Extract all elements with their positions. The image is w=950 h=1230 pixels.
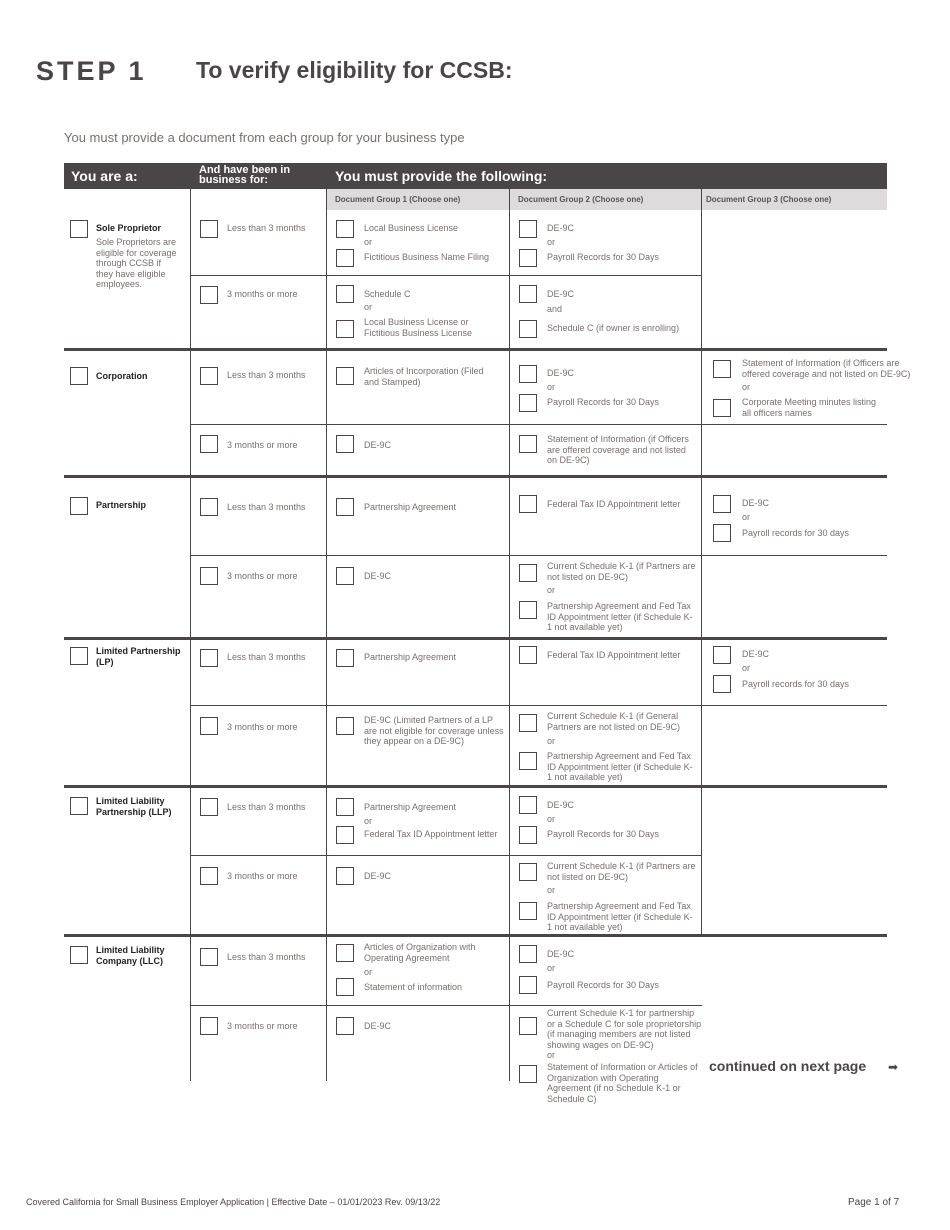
row-divider <box>190 1005 702 1006</box>
sole-local-or-fict-checkbox[interactable] <box>336 320 354 338</box>
doc-label: DE-9C <box>547 289 575 299</box>
lp-payroll-checkbox[interactable] <box>713 675 731 693</box>
col-header-business-for: And have been in business for: <box>199 164 291 186</box>
llc-ge3-checkbox[interactable] <box>200 1017 218 1035</box>
row-divider <box>190 275 702 276</box>
doc-label: DE-9C <box>547 368 575 378</box>
doc-label: Articles of Incorporation (Filed and Stamped) <box>364 366 484 387</box>
corp-articles-checkbox[interactable] <box>336 367 354 385</box>
llp-fedtax-checkbox[interactable] <box>336 826 354 844</box>
sole-proprietor-desc: Sole Proprietors are eligible for coverage through CCSB if they have eligible employees. <box>96 237 177 289</box>
column-divider <box>190 163 191 1081</box>
or-label: or <box>547 1050 556 1060</box>
partnership-agreement-checkbox[interactable] <box>336 498 354 516</box>
doc-label: Payroll Records for 30 Days <box>547 397 660 407</box>
sole-lt3-checkbox[interactable] <box>200 220 218 238</box>
partnership-pa-fedtax-checkbox[interactable] <box>519 601 537 619</box>
doc-label: DE-9C <box>364 440 392 450</box>
doc-label: DE-9C <box>547 949 575 959</box>
partnership-k1-checkbox[interactable] <box>519 564 537 582</box>
lp-label: Limited Partnership (LP) <box>96 646 181 667</box>
group1-header: Document Group 1 (Choose one) <box>335 195 461 204</box>
sole-payroll-checkbox[interactable] <box>519 249 537 267</box>
corp-ge3-checkbox[interactable] <box>200 435 218 453</box>
llc-articles-checkbox[interactable] <box>336 944 354 962</box>
doc-label: Statement of Information or Articles of Organization with Operating Agreement (if no Schedule K-1 or Schedule C) <box>547 1062 698 1104</box>
llp-label: Limited Liability Partnership (LLP) <box>96 796 172 817</box>
doc-label: Current Schedule K-1 for partnership or a Schedule C for sole proprietorship (if managing members are not listed showing wages on DE-9C) <box>547 1008 702 1050</box>
or-label: or <box>547 736 556 746</box>
section-divider <box>64 785 887 788</box>
corp-soi-checkbox[interactable] <box>713 360 731 378</box>
sole-local-license-checkbox[interactable] <box>336 220 354 238</box>
duration-label: Less than 3 months <box>227 652 306 662</box>
llp-ge3-checkbox[interactable] <box>200 867 218 885</box>
corp-ge3-soi-checkbox[interactable] <box>519 435 537 453</box>
section-divider <box>64 475 887 478</box>
llc-k1-checkbox[interactable] <box>519 1017 537 1035</box>
lp-de9c-note-checkbox[interactable] <box>336 717 354 735</box>
doc-label: DE-9C <box>742 498 770 508</box>
llp-de9c-checkbox[interactable] <box>519 796 537 814</box>
row-divider <box>190 424 887 425</box>
doc-label: Current Schedule K-1 (if Partners are not listed on DE-9C) <box>547 561 696 582</box>
lp-ge3-checkbox[interactable] <box>200 717 218 735</box>
doc-label: Partnership Agreement and Fed Tax ID Appointment letter (if Schedule K-1 not available yet) <box>547 901 693 932</box>
llc-de9c-checkbox[interactable] <box>519 945 537 963</box>
row-divider <box>190 555 887 556</box>
doc-label: Statement of Information (if Officers are offered coverage and not listed on DE-9C) <box>742 358 911 379</box>
partnership-checkbox[interactable] <box>70 497 88 515</box>
partnership-label: Partnership <box>96 500 147 510</box>
llp-k1-checkbox[interactable] <box>519 863 537 881</box>
or-label: or <box>742 663 751 673</box>
doc-label: DE-9C <box>742 649 770 659</box>
llp-payroll-checkbox[interactable] <box>519 826 537 844</box>
doc-label: Payroll records for 30 days <box>742 528 850 538</box>
or-label: or <box>547 885 556 895</box>
column-divider <box>701 189 702 936</box>
doc-label: DE-9C (Limited Partners of a LP are not eligible for coverage unless they appear on a DE-9C) <box>364 715 504 746</box>
lp-k1-checkbox[interactable] <box>519 714 537 732</box>
partnership-de9c-checkbox[interactable] <box>713 495 731 513</box>
or-label: or <box>547 963 556 973</box>
group2-header: Document Group 2 (Choose one) <box>518 195 644 204</box>
doc-label: Payroll Records for 30 Days <box>547 252 660 262</box>
or-label: or <box>742 512 751 522</box>
corp-payroll-checkbox[interactable] <box>519 394 537 412</box>
lp-lt3-checkbox[interactable] <box>200 649 218 667</box>
duration-label: 3 months or more <box>227 1021 298 1031</box>
sole-schedule-c-owner-checkbox[interactable] <box>519 320 537 338</box>
llc-payroll-checkbox[interactable] <box>519 976 537 994</box>
or-label: or <box>364 237 373 247</box>
doc-label: Federal Tax ID Appointment letter <box>547 650 681 660</box>
llp-checkbox[interactable] <box>70 797 88 815</box>
row-divider <box>190 705 887 706</box>
sole-proprietor-checkbox[interactable] <box>70 220 88 238</box>
doc-label: DE-9C <box>547 800 575 810</box>
col-header-must-provide: You must provide the following: <box>335 168 548 184</box>
doc-label: Fictitious Business Name Filing <box>364 252 490 262</box>
partnership-lt3-checkbox[interactable] <box>200 498 218 516</box>
partnership-payroll-checkbox[interactable] <box>713 524 731 542</box>
llp-agreement-checkbox[interactable] <box>336 798 354 816</box>
duration-label: Less than 3 months <box>227 502 306 512</box>
llc-label: Limited Liability Company (LLC) <box>96 945 165 966</box>
corp-ge3-de9c-checkbox[interactable] <box>336 435 354 453</box>
column-divider <box>509 189 510 1081</box>
step-label: STEP 1 <box>36 56 147 86</box>
and-label: and <box>547 304 563 314</box>
doc-label: Partnership Agreement and Fed Tax ID Appointment letter (if Schedule K-1 not available yet) <box>547 751 693 782</box>
duration-label: 3 months or more <box>227 571 298 581</box>
doc-label: Local Business License or Fictitious Business License <box>364 317 473 338</box>
sole-ge3-de9c-checkbox[interactable] <box>519 285 537 303</box>
or-label: or <box>364 816 373 826</box>
sole-de9c-checkbox[interactable] <box>519 220 537 238</box>
corporation-label: Corporation <box>96 371 148 381</box>
col-header-you-are: You are a: <box>71 168 138 184</box>
or-label: or <box>364 302 373 312</box>
or-label: or <box>547 382 556 392</box>
intro-text: You must provide a document from each group for your business type <box>64 130 465 145</box>
doc-label: Current Schedule K-1 (if General Partners are not listed on DE-9C) <box>547 711 681 732</box>
llp-pa-fedtax-checkbox[interactable] <box>519 902 537 920</box>
or-label: or <box>547 814 556 824</box>
duration-label: Less than 3 months <box>227 223 306 233</box>
doc-label: Federal Tax ID Appointment letter <box>547 499 681 509</box>
doc-label: Partnership Agreement <box>364 502 457 512</box>
duration-label: Less than 3 months <box>227 952 306 962</box>
llc-checkbox[interactable] <box>70 946 88 964</box>
corp-de9c-checkbox[interactable] <box>519 365 537 383</box>
corporation-checkbox[interactable] <box>70 367 88 385</box>
footer-text: Covered California for Small Business Employer Application | Effective Date – 01/01/2023 Rev. 09/13/22 <box>26 1197 441 1207</box>
partnership-fedtax-checkbox[interactable] <box>519 495 537 513</box>
duration-label: 3 months or more <box>227 722 298 732</box>
llc-soi-checkbox[interactable] <box>336 978 354 996</box>
lp-de9c-checkbox[interactable] <box>713 646 731 664</box>
doc-label: Statement of Information (if Officers are offered coverage and not listed on DE-9C) <box>547 434 689 465</box>
duration-label: Less than 3 months <box>227 802 306 812</box>
llp-ge3-de9c-checkbox[interactable] <box>336 867 354 885</box>
sole-proprietor-label: Sole Proprietor <box>96 223 162 233</box>
doc-label: DE-9C <box>364 871 392 881</box>
right-arrow-icon: ➡ <box>888 1060 899 1074</box>
llc-ge3-de9c-checkbox[interactable] <box>336 1017 354 1035</box>
sole-ge3-checkbox[interactable] <box>200 286 218 304</box>
or-label: or <box>547 237 556 247</box>
page-title: To verify eligibility for CCSB: <box>196 57 513 83</box>
doc-label: Payroll records for 30 days <box>742 679 850 689</box>
llp-lt3-checkbox[interactable] <box>200 798 218 816</box>
or-label: or <box>364 967 373 977</box>
doc-label: Corporate Meeting minutes listing all officers names <box>742 397 877 418</box>
lp-agreement-checkbox[interactable] <box>336 649 354 667</box>
section-divider <box>64 934 887 937</box>
duration-label: 3 months or more <box>227 289 298 299</box>
sole-fictitious-checkbox[interactable] <box>336 249 354 267</box>
duration-label: 3 months or more <box>227 871 298 881</box>
lp-checkbox[interactable] <box>70 647 88 665</box>
continued-label: continued on next page <box>709 1058 867 1074</box>
or-label: or <box>742 382 751 392</box>
doc-label: Local Business License <box>364 223 459 233</box>
group3-header: Document Group 3 (Choose one) <box>706 195 832 204</box>
doc-label: Payroll Records for 30 Days <box>547 980 660 990</box>
section-divider <box>64 637 887 640</box>
doc-label: Partnership Agreement and Fed Tax ID Appointment letter (if Schedule K-1 not available yet) <box>547 601 693 632</box>
doc-label: Payroll Records for 30 Days <box>547 829 660 839</box>
column-divider <box>326 163 327 1081</box>
doc-label: Partnership Agreement <box>364 652 457 662</box>
doc-label: Articles of Organization with Operating Agreement <box>364 942 476 963</box>
row-divider <box>190 855 702 856</box>
doc-label: DE-9C <box>547 223 575 233</box>
doc-label: Schedule C (if owner is enrolling) <box>547 323 680 333</box>
partnership-ge3-checkbox[interactable] <box>200 567 218 585</box>
duration-label: Less than 3 months <box>227 370 306 380</box>
or-label: or <box>547 585 556 595</box>
lp-pa-fedtax-checkbox[interactable] <box>519 752 537 770</box>
doc-label: Federal Tax ID Appointment letter <box>364 829 498 839</box>
corp-lt3-checkbox[interactable] <box>200 367 218 385</box>
llc-lt3-checkbox[interactable] <box>200 948 218 966</box>
corp-meeting-checkbox[interactable] <box>713 399 731 417</box>
duration-label: 3 months or more <box>227 440 298 450</box>
doc-label: DE-9C <box>364 571 392 581</box>
doc-label: DE-9C <box>364 1021 392 1031</box>
doc-label: Partnership Agreement <box>364 802 457 812</box>
doc-label: Current Schedule K-1 (if Partners are not listed on DE-9C) <box>547 861 696 882</box>
sole-schedule-c-checkbox[interactable] <box>336 285 354 303</box>
page-number: Page 1 of 7 <box>848 1197 900 1208</box>
doc-label: Schedule C <box>364 289 411 299</box>
doc-label: Statement of information <box>364 982 463 992</box>
section-divider <box>64 348 887 351</box>
llc-soi-articles-checkbox[interactable] <box>519 1065 537 1083</box>
partnership-ge3-de9c-checkbox[interactable] <box>336 567 354 585</box>
lp-fedtax-checkbox[interactable] <box>519 646 537 664</box>
